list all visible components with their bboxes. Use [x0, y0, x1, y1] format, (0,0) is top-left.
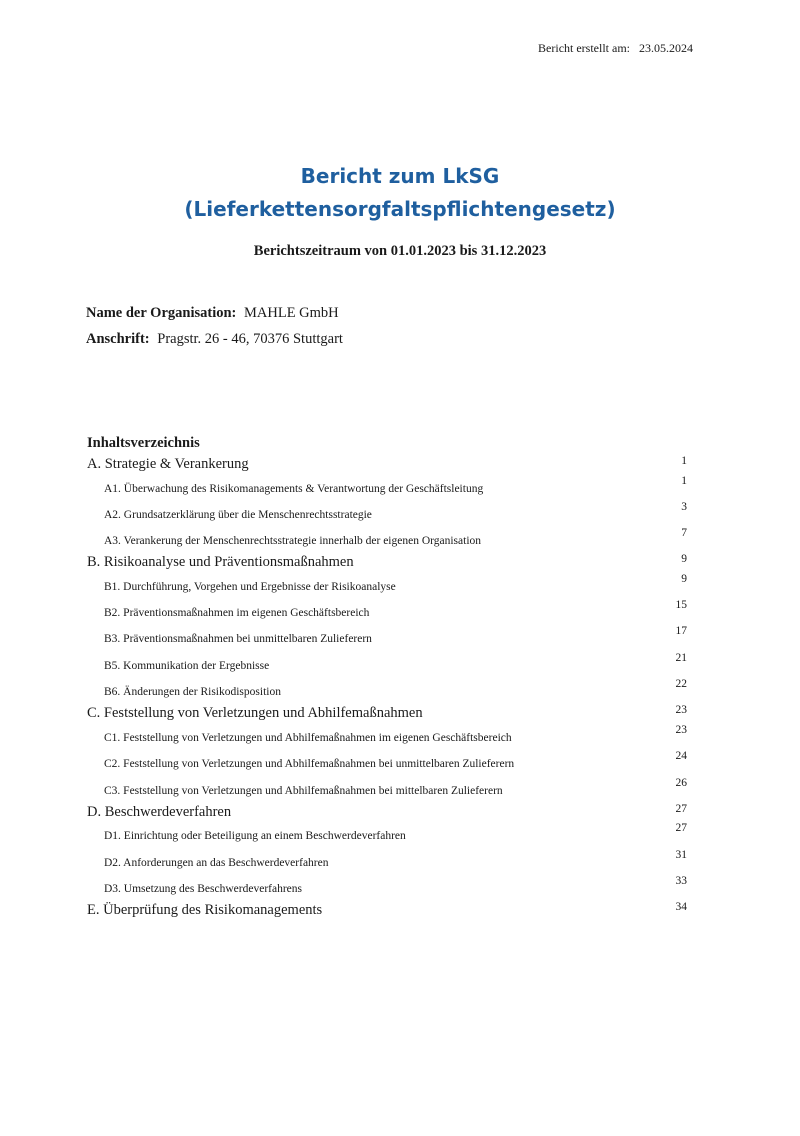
organization-name-label: Name der Organisation:: [86, 305, 237, 321]
toc-entry-title: A. Strategie & Verankerung: [87, 456, 249, 472]
organization-name-value: MAHLE GmbH: [244, 305, 339, 321]
toc-entry-page: 24: [675, 750, 687, 762]
toc-entry-page: 7: [681, 527, 687, 539]
toc-subsection[interactable]: [87, 652, 687, 672]
toc-section[interactable]: [87, 551, 687, 571]
toc-entry-title: D2. Anforderungen an das Beschwerdeverfahren: [104, 857, 329, 869]
toc-subsection[interactable]: [87, 599, 687, 619]
toc-entry-title: C. Feststellung von Verletzungen und Abhilfemaßnahmen: [87, 705, 423, 721]
toc-section[interactable]: [87, 453, 687, 473]
toc-entry-page: 27: [675, 803, 687, 815]
toc-entry-page: 23: [675, 704, 687, 716]
toc-entry-title: D. Beschwerdeverfahren: [87, 804, 232, 820]
toc-entry-page: 33: [675, 875, 687, 887]
report-date-label: Bericht erstellt am:: [538, 41, 630, 55]
toc-entry-page: 17: [675, 625, 687, 637]
toc-entry-page: 21: [675, 652, 687, 664]
toc-entry-page: 3: [681, 501, 687, 513]
toc-entry-title: E. Überprüfung des Risikomanagements: [87, 902, 323, 918]
toc-subsection[interactable]: [87, 724, 687, 744]
toc-subsection[interactable]: [87, 573, 687, 593]
toc-entry-title: B6. Änderungen der Risikodisposition: [104, 686, 281, 698]
organization-address-value: Pragstr. 26 - 46, 70376 Stuttgart: [157, 331, 343, 347]
toc-entry-page: 27: [675, 822, 687, 834]
toc-entry-title: B. Risikoanalyse und Präventionsmaßnahmen: [87, 554, 354, 570]
toc-entry-page: 1: [681, 475, 687, 487]
toc-entry-title: C3. Feststellung von Verletzungen und Abhilfemaßnahmen bei mittelbaren Zulieferern: [104, 785, 503, 797]
toc-entry-page: 31: [675, 849, 687, 861]
toc-entry-page: 34: [675, 901, 687, 913]
toc-subsection[interactable]: [87, 849, 687, 869]
toc-entry-page: 15: [675, 599, 687, 611]
toc-entry-page: 26: [675, 777, 687, 789]
toc-subsection[interactable]: [87, 875, 687, 895]
toc-entry-title: D3. Umsetzung des Beschwerdeverfahrens: [104, 883, 302, 895]
toc-subsection[interactable]: [87, 822, 687, 842]
toc-entry-page: 22: [675, 678, 687, 690]
toc-entry-title: B2. Präventionsmaßnahmen im eigenen Geschäftsbereich: [104, 607, 370, 619]
toc-subsection[interactable]: [87, 501, 687, 521]
toc-entry-title: A1. Überwachung des Risikomanagements & Verantwortung der Geschäftsleitung: [104, 483, 484, 495]
report-date-value: 23.05.2024: [639, 41, 693, 55]
report-date: [538, 41, 693, 56]
organization-address: [86, 331, 343, 348]
organization-address-label: Anschrift:: [86, 331, 150, 347]
toc-entry-title: D1. Einrichtung oder Beteiligung an einem Beschwerdeverfahren: [104, 830, 406, 842]
reporting-period: Berichtszeitraum von 01.01.2023 bis 31.12.2023: [253, 243, 547, 259]
toc-subsection[interactable]: [87, 475, 687, 495]
toc-entry-title: A3. Verankerung der Menschenrechtsstrategie innerhalb der eigenen Organisation: [104, 535, 482, 547]
toc-entry-title: B5. Kommunikation der Ergebnisse: [104, 660, 270, 672]
toc-section[interactable]: [87, 899, 687, 919]
toc-section[interactable]: [87, 702, 687, 722]
toc-entry-title: B1. Durchführung, Vorgehen und Ergebnisse der Risikoanalyse: [104, 581, 396, 593]
title-line-2: (Lieferkettensorgfaltspflichtengesetz): [184, 197, 616, 221]
toc-heading: Inhaltsverzeichnis: [87, 435, 200, 451]
toc-subsection[interactable]: [87, 678, 687, 698]
toc-entry-page: 23: [675, 724, 687, 736]
toc-entry-title: A2. Grundsatzerklärung über die Menschenrechtsstrategie: [104, 509, 372, 521]
title-line-1: Bericht zum LkSG: [300, 164, 500, 188]
toc-entry-title: B3. Präventionsmaßnahmen bei unmittelbaren Zulieferern: [104, 633, 372, 645]
toc-entry-title: C2. Feststellung von Verletzungen und Abhilfemaßnahmen bei unmittelbaren Zulieferern: [104, 758, 515, 770]
toc-section[interactable]: [87, 801, 687, 821]
toc-entry-page: 9: [681, 573, 687, 585]
toc-subsection[interactable]: [87, 625, 687, 645]
toc-entry-page: 9: [681, 553, 687, 565]
toc-subsection[interactable]: [87, 777, 687, 797]
toc-subsection[interactable]: [87, 527, 687, 547]
toc-entry-title: C1. Feststellung von Verletzungen und Abhilfemaßnahmen im eigenen Geschäftsbereich: [104, 732, 512, 744]
organization-name: [86, 305, 339, 322]
document-title: [0, 160, 800, 226]
toc-entry-page: 1: [681, 455, 687, 467]
toc-subsection[interactable]: [87, 750, 687, 770]
